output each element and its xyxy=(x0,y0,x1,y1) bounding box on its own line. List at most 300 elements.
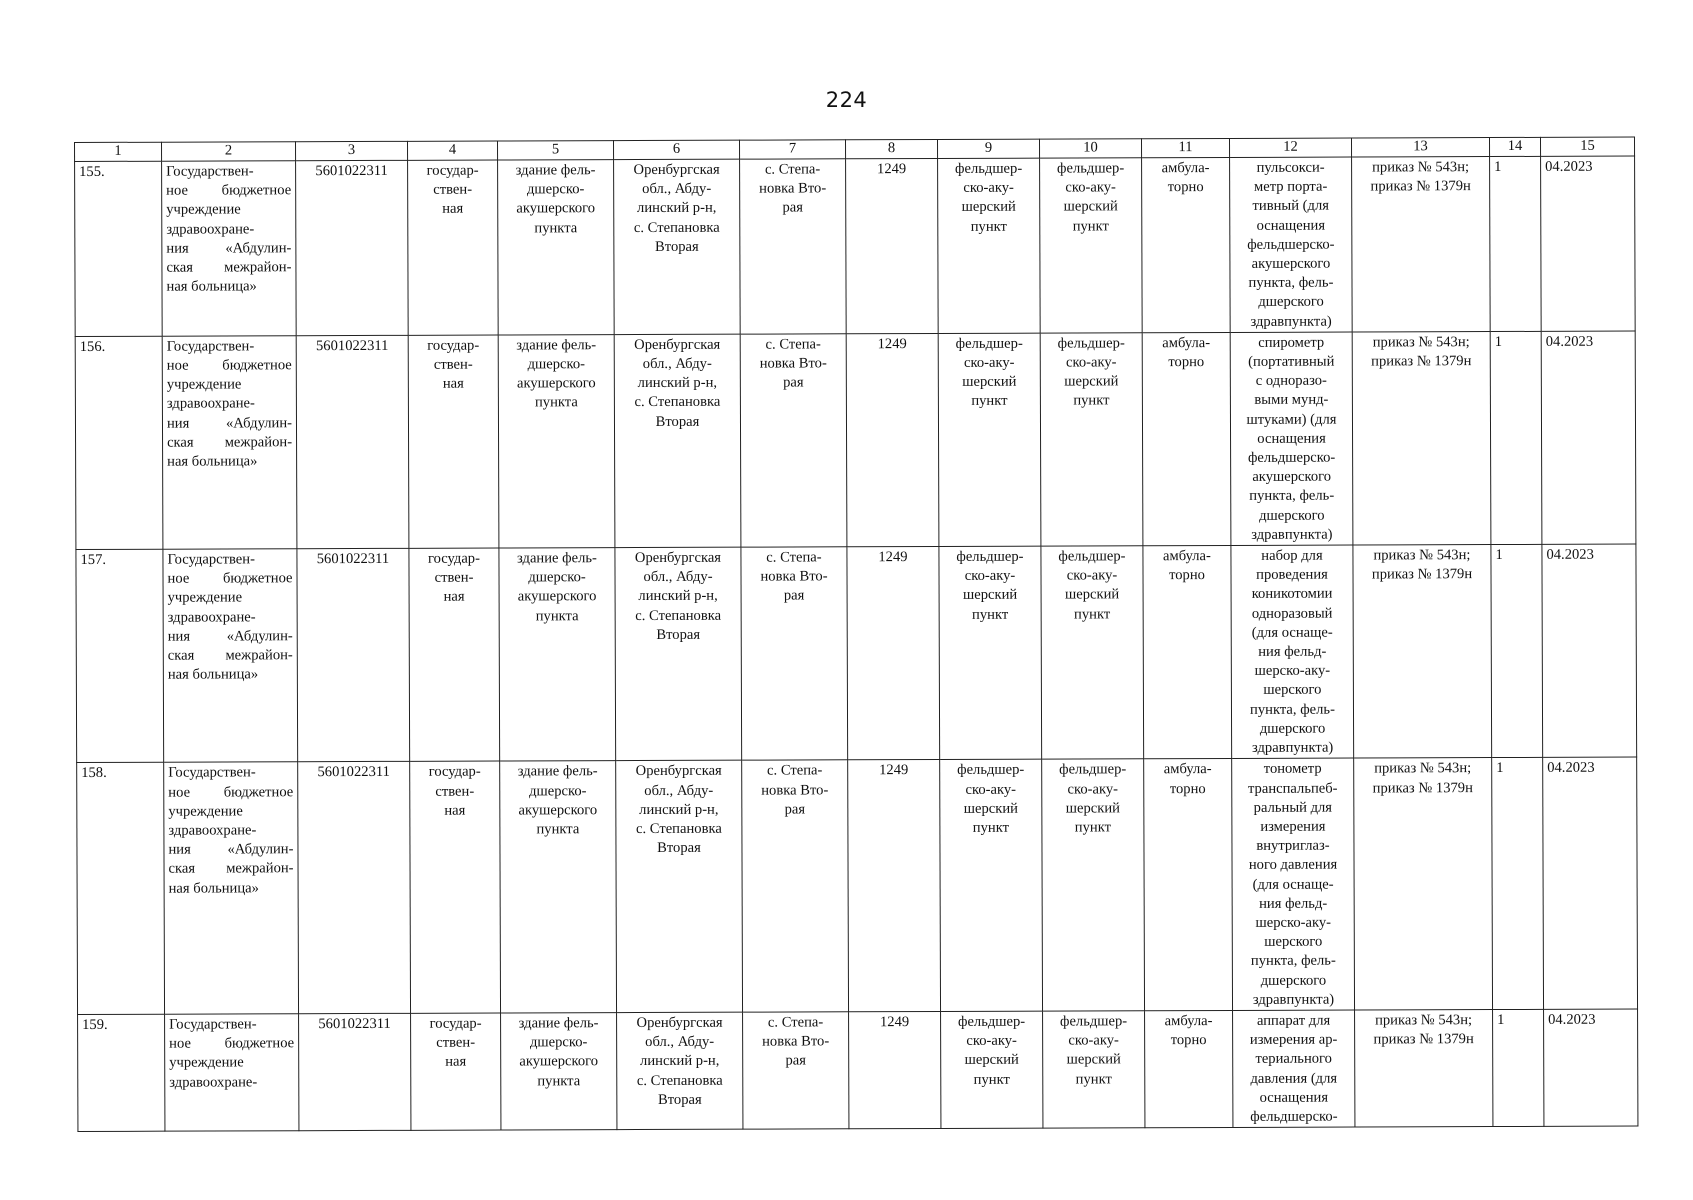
text-line: пункт xyxy=(973,1071,1010,1088)
text-line: здание фель- xyxy=(516,550,597,567)
ownership-cell xyxy=(408,160,499,335)
care-form-cell xyxy=(1142,157,1231,332)
text-line: здравоохране- xyxy=(167,609,256,626)
address-cell xyxy=(617,1012,743,1130)
column-number: 11 xyxy=(1141,138,1229,157)
text-line: Оренбургская xyxy=(635,763,722,780)
text-line: ско-аку- xyxy=(963,179,1014,197)
text-line: ная xyxy=(443,589,465,606)
text-line: пункт xyxy=(1074,819,1112,836)
text-line: с. Степановка xyxy=(635,607,722,624)
text-line: приказ № 1379н xyxy=(1371,566,1473,583)
text-line: Оренбургская xyxy=(636,1014,723,1031)
building-cell xyxy=(498,160,615,335)
text-line: пункта, фель- xyxy=(1249,488,1335,505)
orders-cell xyxy=(1352,157,1491,332)
text-line: акушерского xyxy=(516,200,596,217)
text-line: обл., Абду- xyxy=(644,782,714,799)
text-line: давления (для xyxy=(1250,1070,1338,1087)
date-cell: 04.2023 xyxy=(1541,156,1636,331)
text-line: (портативный xyxy=(1248,353,1335,370)
text-line: Оренбургская xyxy=(634,336,721,353)
column-number: 4 xyxy=(407,141,497,160)
text-line: дшерско- xyxy=(527,356,586,373)
date-cell: 04.2023 xyxy=(1544,1009,1638,1127)
column-number: 6 xyxy=(613,140,739,159)
text-line: фельдшерско- xyxy=(1250,1108,1338,1125)
text-line: шерский xyxy=(962,373,1017,391)
text-line: линский р-н, xyxy=(639,1053,720,1070)
orders-cell xyxy=(1355,1009,1493,1127)
equipment-cell xyxy=(1231,545,1354,759)
text-line: дшерско- xyxy=(529,1034,588,1051)
text-line: пункт xyxy=(1074,606,1111,623)
text-line: государ- xyxy=(429,1015,482,1032)
population-cell: 1249 xyxy=(847,547,940,761)
text-line: спирометр xyxy=(1258,334,1325,351)
text-line: учреждение xyxy=(167,589,243,607)
text-line: здание фель- xyxy=(518,1015,599,1032)
text-line: рая xyxy=(782,199,804,216)
locality-cell xyxy=(741,547,848,761)
table-row xyxy=(76,544,1637,763)
text-line: линский р-н, xyxy=(637,374,718,392)
inn-cell: 5601022311 xyxy=(296,335,409,549)
text-line: оснащения xyxy=(1256,217,1326,234)
column-number: 8 xyxy=(845,139,937,158)
text-line: пункта, фель- xyxy=(1248,274,1334,292)
row-number-cell: 157. xyxy=(76,549,164,763)
text-line: амбула- xyxy=(1162,548,1211,565)
text-line: здравпункта) xyxy=(1251,739,1334,756)
date-cell: 04.2023 xyxy=(1541,331,1636,545)
orders-cell xyxy=(1353,545,1492,759)
text-line: рая xyxy=(783,587,805,604)
text-line: ное бюджетное xyxy=(169,1035,295,1052)
unit-name-cell xyxy=(1043,1011,1145,1129)
building-cell xyxy=(501,1013,617,1131)
text-line: оснащения xyxy=(1259,1089,1329,1106)
text-line: дшерско- xyxy=(526,181,585,198)
unit-name-cell xyxy=(1041,546,1144,760)
quantity-cell: 1 xyxy=(1493,1009,1544,1126)
text-line: пункта, фель- xyxy=(1250,952,1336,970)
text-line: ного давления xyxy=(1248,856,1338,874)
text-line: шерского xyxy=(1263,682,1322,699)
text-line: рая xyxy=(783,374,804,391)
text-line: государ- xyxy=(426,162,479,179)
text-line: торно xyxy=(1169,567,1205,584)
text-line: фельдшер- xyxy=(954,160,1023,177)
text-line: фельдшер- xyxy=(1057,335,1125,352)
text-line: обл., Абду- xyxy=(643,569,713,586)
text-line: учреждение xyxy=(166,201,241,219)
column-number: 10 xyxy=(1039,139,1141,158)
text-line: торно xyxy=(1168,354,1205,371)
column-number: 2 xyxy=(162,142,296,161)
ownership-cell xyxy=(411,1013,501,1131)
text-line: набор для xyxy=(1261,547,1323,564)
text-line: с. Степа- xyxy=(766,762,823,779)
unit-type-cell xyxy=(941,1011,1043,1129)
address-cell xyxy=(616,760,743,1012)
text-line: государ- xyxy=(428,763,481,781)
quantity-cell: 1 xyxy=(1492,758,1544,1010)
text-line: торно xyxy=(1167,179,1204,196)
text-line: новка Вто- xyxy=(762,1033,830,1050)
text-line: Вторая xyxy=(656,626,701,643)
unit-type-cell xyxy=(939,546,1042,760)
text-line: фельдшерско- xyxy=(1247,236,1335,253)
text-line: амбула- xyxy=(1161,160,1210,177)
row-number-cell: 155. xyxy=(75,161,163,336)
text-line: приказ № 543н; xyxy=(1372,333,1470,351)
text-line: амбула- xyxy=(1164,1012,1213,1030)
text-line: выми мунд- xyxy=(1254,392,1329,409)
column-number: 5 xyxy=(497,141,613,160)
text-line: приказ № 543н; xyxy=(1372,159,1470,176)
text-line: дшерского xyxy=(1259,507,1325,524)
text-line: ская межрайон- xyxy=(167,647,293,664)
text-line: приказ № 1379н xyxy=(1373,1031,1474,1048)
text-line: шерский xyxy=(1065,800,1120,817)
row-number-cell: 159. xyxy=(78,1014,165,1132)
text-line: фельдшер- xyxy=(1059,761,1127,778)
text-line: здравоохране- xyxy=(169,1073,258,1091)
text-line: ско-аку- xyxy=(1065,354,1117,371)
page-number: 224 xyxy=(825,88,868,112)
population-cell: 1249 xyxy=(849,1011,941,1129)
locality-cell xyxy=(740,159,847,334)
text-line: ная xyxy=(442,201,464,218)
ownership-cell xyxy=(408,335,499,549)
text-line: ральный для xyxy=(1253,799,1333,816)
care-form-cell xyxy=(1142,332,1231,546)
text-line: пульсокси- xyxy=(1256,159,1325,176)
text-line: с. Степановка xyxy=(635,820,722,837)
text-line: ская межрайон- xyxy=(166,259,292,276)
organization-cell xyxy=(165,1014,299,1132)
text-line: измерения xyxy=(1260,818,1326,835)
table-row xyxy=(75,156,1636,336)
text-line: торно xyxy=(1170,1032,1207,1049)
care-form-cell xyxy=(1145,1010,1233,1128)
text-line: государ- xyxy=(427,337,480,354)
text-line: акушерского xyxy=(1251,255,1331,272)
ownership-cell xyxy=(409,548,500,762)
text-line: ная xyxy=(445,1053,467,1071)
text-line: метр порта- xyxy=(1253,178,1328,196)
text-line: акушерского xyxy=(1252,468,1332,486)
quantity-cell: 1 xyxy=(1491,544,1543,757)
unit-name-cell xyxy=(1042,759,1145,1011)
text-line: Оренбургская xyxy=(633,161,720,179)
registry-sheet xyxy=(74,137,1637,1133)
text-line: ния «Абдулин- xyxy=(167,628,293,645)
text-line: Вторая xyxy=(657,1091,702,1108)
text-line: ния фельд- xyxy=(1259,895,1328,912)
text-line: акушерского xyxy=(518,801,598,819)
text-line: пункт xyxy=(1072,217,1109,235)
text-line: ное бюджетное xyxy=(167,570,293,587)
text-line: ско-аку- xyxy=(964,567,1016,585)
date-cell: 04.2023 xyxy=(1542,544,1637,758)
text-line: Вторая xyxy=(655,413,700,430)
building-cell xyxy=(499,548,616,762)
text-line: пункт xyxy=(971,393,1008,410)
locality-cell xyxy=(742,760,849,1012)
text-line: тонометр xyxy=(1263,760,1322,778)
text-line: пункт xyxy=(1073,392,1110,409)
text-line: ствен- xyxy=(435,783,475,800)
text-line: с. Степа- xyxy=(767,1014,824,1031)
text-line: акушерского xyxy=(517,588,597,605)
organization-cell xyxy=(163,549,298,763)
text-line: пункт xyxy=(970,218,1007,235)
inn-cell: 5601022311 xyxy=(297,548,410,762)
text-line: обл., Абду- xyxy=(642,180,712,198)
text-line: транспальпеб- xyxy=(1247,780,1338,797)
text-line: ско-аку- xyxy=(963,354,1015,371)
table-row xyxy=(78,1009,1638,1132)
text-line: с. Степановка xyxy=(633,219,720,236)
text-line: Государствен- xyxy=(167,551,255,568)
text-line: дшерско- xyxy=(529,782,587,799)
text-line: фельдшер- xyxy=(957,761,1025,779)
inn-cell: 5601022311 xyxy=(299,1013,411,1131)
text-line: Государствен- xyxy=(169,1016,257,1033)
text-line: шерско-аку- xyxy=(1254,662,1331,680)
unit-type-cell xyxy=(938,158,1041,333)
address-cell xyxy=(615,547,742,761)
text-line: дшерского xyxy=(1259,720,1326,737)
ownership-cell xyxy=(410,761,501,1013)
text-line: здание фель- xyxy=(515,162,596,179)
equipment-cell xyxy=(1230,332,1353,546)
text-line: линский р-н, xyxy=(637,200,717,217)
text-line: штуками) (для xyxy=(1246,411,1337,428)
text-line: ско-аку- xyxy=(1067,780,1119,798)
text-line: ская межрайон- xyxy=(168,860,294,877)
text-line: ния фельд- xyxy=(1258,643,1327,660)
text-line: новка Вто- xyxy=(759,180,827,197)
text-line: ная xyxy=(444,802,466,819)
text-line: здравоохране- xyxy=(166,220,255,238)
text-line: учреждение xyxy=(166,376,242,393)
text-line: с. Степановка xyxy=(636,1072,723,1089)
text-line: ное бюджетное xyxy=(166,182,292,199)
text-line: ное бюджетное xyxy=(166,357,292,374)
text-line: ствен- xyxy=(433,356,473,373)
unit-name-cell xyxy=(1040,333,1143,547)
text-line: амбула- xyxy=(1162,334,1211,352)
text-line: шерский xyxy=(1063,198,1118,215)
text-line: торно xyxy=(1169,780,1206,797)
text-line: тивный (для xyxy=(1252,198,1329,215)
text-line: ско-аку- xyxy=(1066,567,1118,584)
text-line: пункт xyxy=(1075,1070,1112,1088)
text-line: пункта, фель- xyxy=(1250,701,1335,718)
text-line: ско-аку- xyxy=(965,781,1017,798)
text-line: с. Степановка xyxy=(634,394,721,411)
text-line: с. Степа- xyxy=(766,549,822,566)
text-line: Вторая xyxy=(657,839,701,857)
text-line: внутриглаз- xyxy=(1256,837,1330,854)
text-line: здание фель- xyxy=(517,763,598,780)
address-cell xyxy=(614,159,741,334)
text-line: Государствен- xyxy=(166,338,255,355)
text-line: акушерского xyxy=(516,375,596,392)
text-line: ствен- xyxy=(434,569,474,587)
text-line: фельдшер- xyxy=(955,335,1023,352)
text-line: пункта xyxy=(536,821,580,838)
population-cell: 1249 xyxy=(848,760,941,1012)
text-line: рая xyxy=(784,801,806,818)
orders-cell xyxy=(1354,758,1493,1010)
unit-type-cell xyxy=(940,759,1043,1011)
text-line: рая xyxy=(785,1052,806,1069)
text-line: акушерского xyxy=(519,1053,599,1070)
text-line: ная больница» xyxy=(167,453,258,470)
text-line: обл., Абду- xyxy=(645,1033,715,1051)
registry-body xyxy=(75,137,1638,1132)
text-line: ная больница» xyxy=(166,278,257,295)
inn-cell: 5601022311 xyxy=(296,160,409,335)
text-line: приказ № 1379н xyxy=(1372,779,1473,796)
text-line: новка Вто- xyxy=(760,568,828,585)
text-line: с. Степа- xyxy=(765,336,821,353)
building-cell xyxy=(498,334,615,548)
text-line: с. Степа- xyxy=(764,161,821,178)
text-line: фельдшер- xyxy=(956,548,1024,565)
text-line: ная больница» xyxy=(167,666,259,683)
text-line: линский р-н, xyxy=(638,588,718,605)
text-line: (для оснаще- xyxy=(1252,876,1334,893)
text-line: Государствен- xyxy=(168,764,256,781)
table-row xyxy=(77,757,1638,1014)
text-line: обл., Абду- xyxy=(642,355,712,373)
column-number: 7 xyxy=(739,140,845,159)
address-cell xyxy=(614,334,741,548)
text-line: ния «Абдулин- xyxy=(168,841,294,858)
text-line: аппарат для xyxy=(1256,1012,1331,1029)
text-line: здравоохране- xyxy=(166,395,255,413)
text-line: приказ № 543н; xyxy=(1375,1012,1473,1029)
text-line: шерский xyxy=(961,199,1016,216)
column-number: 15 xyxy=(1540,137,1634,156)
text-line: ная xyxy=(442,375,464,392)
text-line: здравоохране- xyxy=(168,822,257,839)
row-number-cell: 158. xyxy=(77,762,165,1014)
text-line: фельдшер- xyxy=(1056,160,1125,177)
text-line: приказ № 543н; xyxy=(1374,760,1472,777)
text-line: приказ № 543н; xyxy=(1373,547,1471,564)
text-line: одноразовый xyxy=(1251,605,1333,622)
text-line: шерский xyxy=(1064,373,1119,390)
text-line: териального xyxy=(1255,1050,1333,1068)
column-number: 1 xyxy=(75,142,162,161)
text-line: пункта xyxy=(537,1072,581,1089)
care-form-cell xyxy=(1143,546,1232,760)
locality-cell xyxy=(743,1012,849,1130)
text-line: ская межрайон- xyxy=(167,434,293,451)
equipment-cell xyxy=(1233,1010,1355,1128)
text-line: Оренбургская xyxy=(634,549,722,567)
text-line: приказ № 1379н xyxy=(1371,353,1472,370)
column-number: 14 xyxy=(1489,137,1540,156)
text-line: ско-аку- xyxy=(1065,179,1116,196)
text-line: новка Вто- xyxy=(761,781,829,799)
locality-cell xyxy=(740,334,847,548)
orders-cell xyxy=(1352,331,1491,545)
column-number: 3 xyxy=(296,141,408,160)
text-line: Государствен- xyxy=(166,163,254,180)
organization-cell xyxy=(164,762,299,1014)
building-cell xyxy=(500,761,617,1013)
text-line: (для оснаще- xyxy=(1251,624,1333,641)
text-line: шерско-аку- xyxy=(1255,914,1332,931)
population-cell: 1249 xyxy=(846,333,939,547)
text-line: проведения xyxy=(1256,566,1328,584)
text-line: фельдшерско- xyxy=(1247,449,1336,466)
unit-name-cell xyxy=(1040,158,1143,333)
equipment-cell xyxy=(1230,157,1353,332)
text-line: фельдшер- xyxy=(1058,548,1126,565)
text-line: амбула- xyxy=(1163,761,1212,778)
text-line: шерский xyxy=(964,1052,1019,1069)
text-line: пункт xyxy=(972,606,1009,623)
text-line: здравпункта) xyxy=(1252,991,1335,1008)
text-line: ния «Абдулин- xyxy=(166,414,293,432)
text-line: учреждение xyxy=(168,803,243,820)
text-line: дшерско- xyxy=(528,569,586,586)
text-line: шерский xyxy=(1066,1051,1121,1068)
text-line: государ- xyxy=(427,550,480,567)
text-line: дшерского xyxy=(1258,294,1324,311)
text-line: здравпункта) xyxy=(1251,526,1333,543)
text-line: ско-аку- xyxy=(1068,1032,1119,1049)
text-line: новка Вто- xyxy=(759,355,827,372)
equipment-registry-table xyxy=(74,137,1638,1133)
table-row xyxy=(75,331,1636,550)
text-line: шерский xyxy=(962,587,1018,604)
text-line: ствен- xyxy=(436,1034,476,1051)
text-line: ная больница» xyxy=(168,879,259,897)
text-line: пункт xyxy=(972,819,1010,836)
text-line: здание фель- xyxy=(516,337,597,354)
text-line: дшерского xyxy=(1260,972,1327,989)
population-cell: 1249 xyxy=(846,158,939,333)
organization-cell xyxy=(162,161,297,336)
care-form-cell xyxy=(1144,759,1233,1011)
text-line: пункта xyxy=(534,219,578,237)
text-line: линский р-н, xyxy=(639,801,719,818)
text-line: ное бюджетное xyxy=(168,783,294,801)
text-line: ско-аку- xyxy=(966,1032,1017,1050)
text-line: пункта xyxy=(534,394,578,411)
text-line: с одноразо- xyxy=(1255,372,1327,390)
quantity-cell: 1 xyxy=(1490,156,1542,331)
column-number: 12 xyxy=(1229,138,1351,157)
inn-cell: 5601022311 xyxy=(298,762,411,1014)
text-line: ствен- xyxy=(433,181,473,198)
text-line: шерский xyxy=(1064,586,1120,604)
equipment-cell xyxy=(1232,758,1355,1010)
date-cell: 04.2023 xyxy=(1543,757,1638,1009)
text-line: учреждение xyxy=(169,1054,244,1072)
text-line: фельдшер- xyxy=(957,1013,1026,1030)
quantity-cell: 1 xyxy=(1490,331,1542,544)
